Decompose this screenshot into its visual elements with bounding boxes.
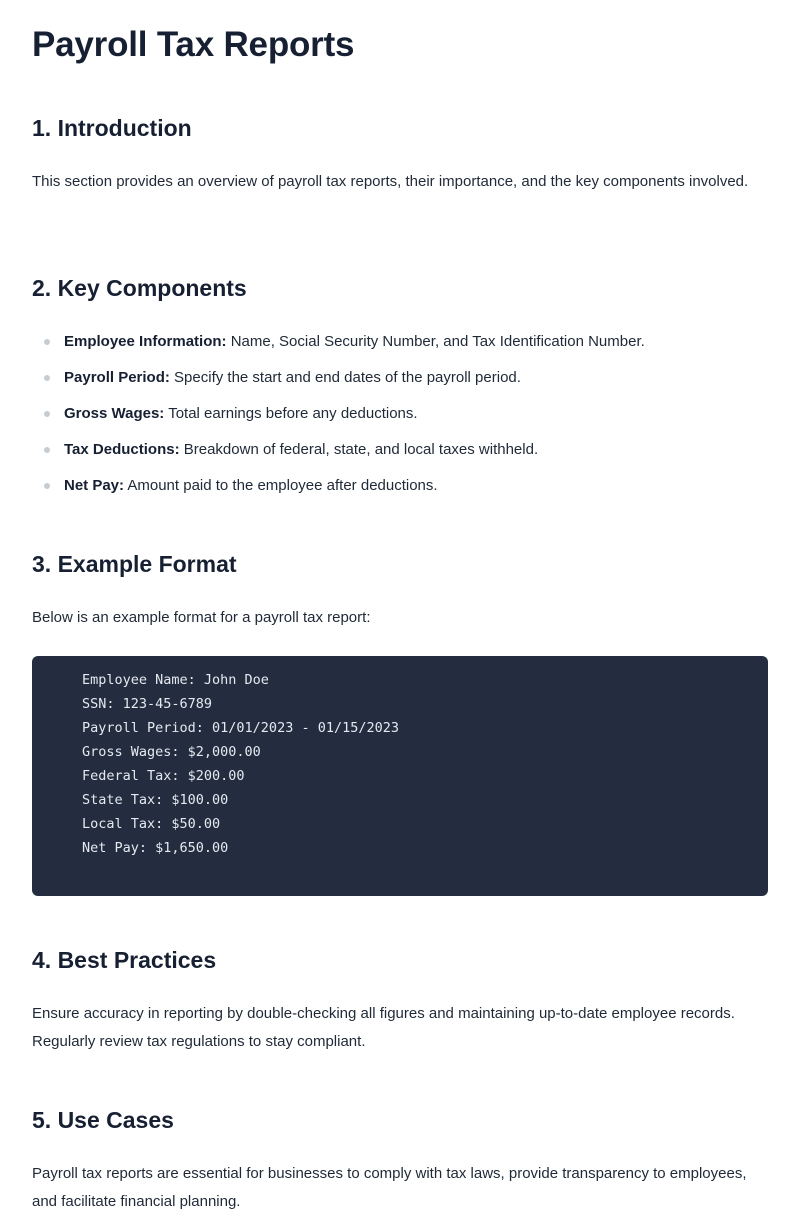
section-heading-use-cases: 5. Use Cases [32, 1107, 174, 1133]
best-practices-paragraph: Ensure accuracy in reporting by double-checking all figures and maintaining up-to-date employee records. Regularly review tax regulations to stay compliant. [32, 1005, 735, 1050]
bullet-icon [44, 375, 50, 381]
list-item-term: Gross Wages: [64, 405, 165, 422]
list-item-term: Employee Information: [64, 333, 227, 350]
introduction-paragraph: This section provides an overview of payroll tax reports, their importance, and the key components involved. [32, 173, 749, 190]
list-item-desc: Total earnings before any deductions. [164, 405, 418, 422]
page-title: Payroll Tax Reports [32, 25, 355, 64]
list-item-desc: Name, Social Security Number, and Tax Identification Number. [226, 333, 645, 350]
list-item [32, 438, 768, 474]
section-heading-example-format: 3. Example Format [32, 551, 237, 577]
list-item [32, 330, 768, 366]
code-line: Net Pay: $1,650.00 [82, 840, 229, 856]
list-item [32, 474, 768, 510]
list-item-desc: Breakdown of federal, state, and local taxes withheld. [179, 441, 539, 458]
list-item-term: Net Pay: [64, 477, 125, 494]
bullet-icon [44, 483, 50, 489]
list-item-desc: Amount paid to the employee after deductions. [124, 477, 438, 494]
list-item-term: Payroll Period: [64, 369, 170, 386]
bullet-icon [44, 411, 50, 417]
example-format-intro: Below is an example format for a payroll tax report: [32, 609, 371, 626]
code-line: Gross Wages: $2,000.00 [82, 744, 261, 760]
code-line: SSN: 123-45-6789 [82, 696, 213, 712]
bullet-icon [44, 447, 50, 453]
section-heading-key-components: 2. Key Components [32, 275, 247, 301]
section-heading-best-practices: 4. Best Practices [32, 947, 217, 973]
code-line: Federal Tax: $200.00 [82, 768, 245, 784]
list-item [32, 402, 768, 438]
list-item-term: Tax Deductions: [64, 441, 180, 458]
code-line: State Tax: $100.00 [82, 792, 229, 808]
list-item-desc: Specify the start and end dates of the payroll period. [169, 369, 521, 386]
code-block [32, 656, 768, 896]
section-heading-introduction: 1. Introduction [32, 115, 192, 141]
key-components-list [32, 330, 768, 510]
use-cases-paragraph: Payroll tax reports are essential for businesses to comply with tax laws, provide transparency to employees, and facilitate financial planning. [32, 1165, 747, 1210]
code-line: Employee Name: John Doe [82, 672, 269, 688]
list-item [32, 366, 768, 402]
code-line: Payroll Period: 01/01/2023 - 01/15/2023 [82, 720, 399, 736]
code-line: Local Tax: $50.00 [82, 816, 221, 832]
bullet-icon [44, 339, 50, 345]
